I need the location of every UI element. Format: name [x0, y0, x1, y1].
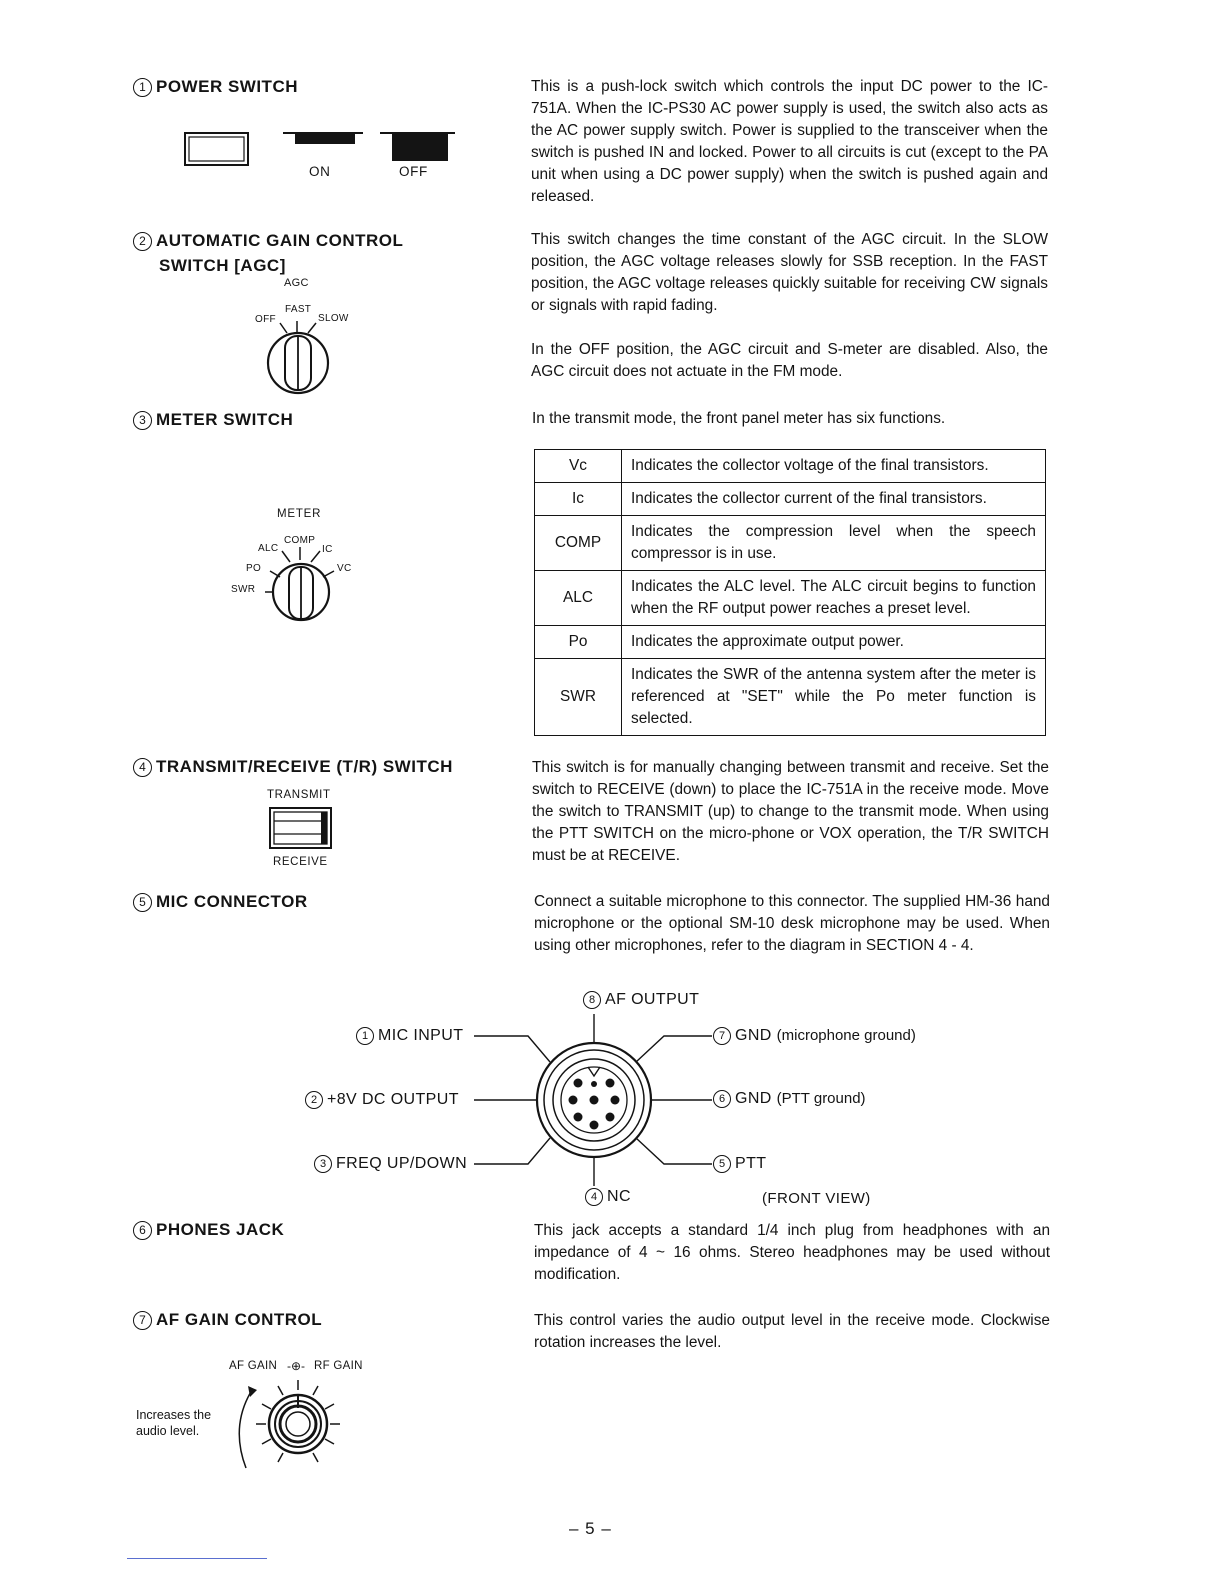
agc-slow-label: SLOW: [318, 313, 349, 324]
paragraph: In the OFF position, the AGC circuit and S-meter are disabled. Also, the AGC circuit does not actuate in the FM mode.: [531, 341, 1048, 380]
agc-knob[interactable]: [260, 318, 340, 398]
table-key: Vc: [535, 450, 622, 483]
mic-connector-diagram: [470, 1010, 720, 1188]
pin-number: 7: [713, 1027, 731, 1045]
front-view-label: (FRONT VIEW): [762, 1190, 871, 1207]
table-row: [535, 483, 1046, 516]
section-4-heading: [133, 757, 453, 777]
pin-5-label: [713, 1155, 766, 1173]
table-desc: Indicates the compression level when the speech compressor is in use.: [622, 516, 1046, 571]
table-desc: Indicates the ALC level. The ALC circuit begins to function when the RF output power reaches a preset level.: [622, 571, 1046, 626]
af-gain-knob[interactable]: [226, 1376, 366, 1476]
section-number: 3: [133, 411, 152, 430]
pin-name: GND: [735, 1027, 772, 1044]
paragraph: This switch is for manually changing between transmit and receive. Set the switch to RECEIVE (down) to place the IC-751A in the receive mode. Move the switch to TRANSMIT (up) to change to the transmit mode. When using the PTT SWITCH on the micro-phone or VOX operation, the T/R SWITCH must be at RECEIVE.: [532, 759, 1049, 864]
meter-vc-label: VC: [337, 563, 352, 574]
meter-functions-table: [534, 449, 1046, 736]
section-number: 4: [133, 758, 152, 777]
section-number: 2: [133, 232, 152, 251]
table-row: [535, 450, 1046, 483]
meter-knob-title: METER: [277, 508, 322, 520]
table-key: COMP: [535, 516, 622, 571]
pin-number: 3: [314, 1155, 332, 1173]
section-title: MIC CONNECTOR: [156, 892, 308, 911]
agc-fast-label: FAST: [285, 304, 312, 315]
section-7-text: [534, 1310, 1050, 1354]
section-title: TRANSMIT/RECEIVE (T/R) SWITCH: [156, 757, 453, 776]
pin-name: PTT: [735, 1155, 767, 1172]
section-number: 1: [133, 78, 152, 97]
pin-number: 5: [713, 1155, 731, 1173]
section-title: METER SWITCH: [156, 410, 294, 429]
section-3-text: [532, 408, 1049, 430]
section-1-heading: [133, 77, 298, 97]
table-row: [535, 659, 1046, 736]
table-desc: Indicates the collector voltage of the final transistors.: [622, 450, 1046, 483]
section-title: AUTOMATIC GAIN CONTROL: [156, 231, 404, 250]
section-title: POWER SWITCH: [156, 77, 298, 96]
paragraph: In the transmit mode, the front panel meter has six functions.: [532, 410, 946, 427]
paragraph: This switch changes the time constant of the AGC circuit. In the SLOW position, the AGC voltage releases slowly for SSB reception. In the FAST position, the AGC voltage releases quickly suitable for receiving CW signals or signals with rapid fading.: [531, 231, 1048, 314]
power-on-label: ON: [309, 164, 331, 179]
power-switch-diagram: [180, 128, 470, 188]
meter-swr-label: SWR: [231, 584, 256, 595]
meter-ic-label: IC: [322, 544, 333, 555]
pin-note: (microphone ground): [776, 1027, 916, 1044]
section-2-heading-line2: SWITCH [AGC]: [159, 256, 286, 275]
pin-number: 8: [583, 991, 601, 1009]
agc-knob-title: AGC: [284, 277, 309, 289]
section-6-text: [534, 1220, 1050, 1286]
pin-name: MIC INPUT: [378, 1027, 464, 1044]
table-key: ALC: [535, 571, 622, 626]
table-key: Ic: [535, 483, 622, 516]
section-number: 5: [133, 893, 152, 912]
af-gain-note: [136, 1407, 211, 1439]
pin-number: 2: [305, 1091, 323, 1109]
table-row: [535, 516, 1046, 571]
section-2-heading: [133, 231, 403, 251]
section-title: PHONES JACK: [156, 1220, 285, 1239]
af-gain-note-line: Increases the: [136, 1408, 212, 1422]
page-number: – 5 –: [569, 1519, 612, 1538]
pin-number: 6: [713, 1090, 731, 1108]
pin-3-label: [314, 1155, 467, 1173]
paragraph: This control varies the audio output level in the receive mode. Clockwise rotation increases the level.: [534, 1312, 1050, 1351]
pin-1-label: [356, 1027, 463, 1045]
meter-po-label: PO: [246, 563, 262, 574]
section-2-text: [531, 229, 1048, 383]
pin-name: GND: [735, 1090, 772, 1107]
table-row: [535, 571, 1046, 626]
table-row: [535, 626, 1046, 659]
section-7-heading: [133, 1310, 322, 1330]
paragraph: This is a push-lock switch which controls the input DC power to the IC-751A. When the IC-PS30 AC power supply is used, the switch also acts as the AC power supply switch. Power is supplied to the transceiver when the switch is pushed IN and locked. Power to all circuits is cut (except to the PA unit when using a DC power supply) when the switch is pushed again and released.: [531, 78, 1048, 205]
pin-name: +8V DC OUTPUT: [327, 1091, 459, 1108]
section-number: 7: [133, 1311, 152, 1330]
section-4-text: [532, 757, 1049, 867]
table-desc: Indicates the collector current of the final transistors.: [622, 483, 1046, 516]
pin-8-label: [583, 991, 699, 1009]
agc-off-label: OFF: [255, 314, 276, 325]
section-3-heading: [133, 410, 293, 430]
af-gain-label: AF GAIN: [229, 1360, 278, 1372]
power-off-label: OFF: [399, 164, 428, 179]
paragraph: This jack accepts a standard 1/4 inch plug from headphones with an impedance of 4 ~ 16 ohms. Stereo headphones may be used without modification.: [534, 1222, 1050, 1283]
rf-gain-label: RF GAIN: [314, 1360, 363, 1372]
table-desc: Indicates the approximate output power.: [622, 626, 1046, 659]
table-key: SWR: [535, 659, 622, 736]
table-desc: Indicates the SWR of the antenna system after the meter is referenced at "SET" while the Po meter function is selected.: [622, 659, 1046, 736]
tr-switch[interactable]: [268, 806, 334, 850]
pin-note: (PTT ground): [776, 1090, 866, 1107]
table-key: Po: [535, 626, 622, 659]
pin-name: FREQ UP/DOWN: [336, 1155, 468, 1172]
meter-comp-label: COMP: [284, 535, 316, 546]
paragraph: Connect a suitable microphone to this connector. The supplied HM-36 hand microphone or the optional SM-10 desk microphone may be used. When using other microphones, refer to the diagram in SECTION 4 - 4.: [534, 893, 1050, 954]
af-gain-note-line: audio level.: [136, 1424, 200, 1438]
meter-alc-label: ALC: [258, 543, 279, 554]
section-title: AF GAIN CONTROL: [156, 1310, 323, 1329]
pin-name: AF OUTPUT: [605, 991, 700, 1008]
section-number: 6: [133, 1221, 152, 1240]
section-5-heading: [133, 892, 308, 912]
section-1-text: [531, 76, 1048, 208]
pin-7-label: [713, 1027, 916, 1045]
meter-knob[interactable]: [255, 545, 350, 627]
section-6-heading: [133, 1220, 284, 1240]
concentric-knob-icon: -⊕-: [287, 1359, 306, 1373]
tr-receive-label: RECEIVE: [273, 856, 328, 868]
power-switch-on-profile: [295, 133, 355, 144]
pin-4-label: [585, 1188, 631, 1206]
power-switch-off-profile: [392, 133, 448, 161]
tr-transmit-label: TRANSMIT: [267, 789, 331, 801]
pin-6-label: [713, 1090, 866, 1108]
section-5-text: [534, 891, 1050, 957]
pin-number: 1: [356, 1027, 374, 1045]
pin-2-label: [305, 1091, 459, 1109]
footnote-rule: [127, 1558, 267, 1559]
power-switch-front: [185, 133, 248, 165]
pin-number: 4: [585, 1188, 603, 1206]
pin-name: NC: [607, 1188, 631, 1205]
